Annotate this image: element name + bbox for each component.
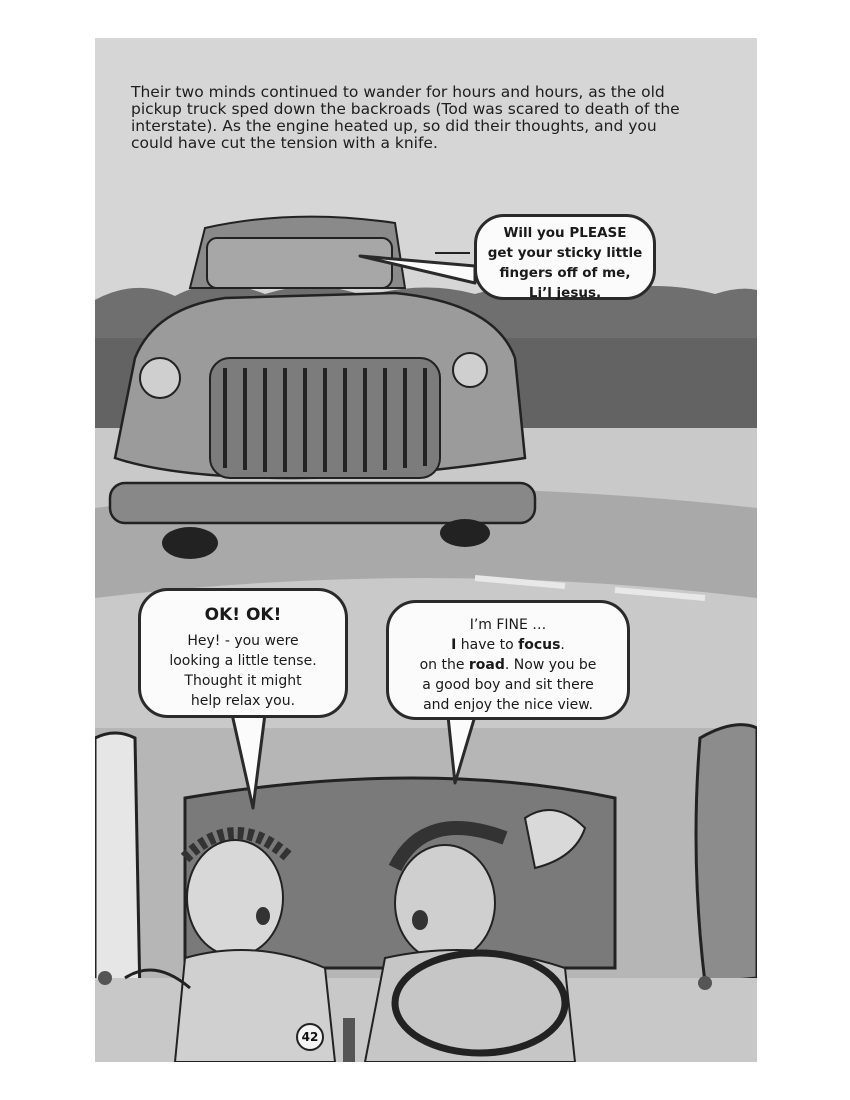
gear-shift: [343, 1018, 355, 1062]
narration-caption: [131, 84, 731, 152]
bubble-text: have to: [456, 637, 519, 653]
bubble-line: looking a little tense.: [169, 653, 317, 669]
wheel: [440, 519, 490, 547]
side-window-right: [696, 725, 757, 983]
headlight-right: [453, 353, 487, 387]
narration-line: interstate). As the engine heated up, so did their thoughts, and you: [131, 117, 657, 135]
speech-bubble-boy: [138, 588, 348, 718]
bubble-emphasis: road: [468, 657, 505, 673]
bubble-text: .: [560, 637, 565, 653]
narration-line: Their two minds continued to wander for hours and hours, as the old: [131, 83, 665, 101]
narration-line: could have cut the tension with a knife.: [131, 134, 438, 152]
narration-line: pickup truck sped down the backroads (Tod was scared to death of the: [131, 100, 680, 118]
cab-interior: [95, 725, 757, 1062]
bubble-header: OK! OK!: [204, 605, 282, 625]
bubble-line: [389, 655, 627, 675]
bumper: [110, 483, 535, 523]
bubble-line: help relax you.: [190, 693, 296, 709]
bubble-emphasis: focus: [518, 637, 561, 653]
boy-head: [187, 840, 283, 956]
bubble-emphasis: I: [451, 637, 457, 653]
bubble-line: [389, 635, 627, 655]
bubble-line: and enjoy the nice view.: [423, 697, 593, 713]
bubble-line: I’m FINE …: [469, 617, 547, 633]
speech-bubble-driver: [386, 600, 630, 720]
bubble-line: Li’l jesus.: [528, 285, 602, 301]
comic-artwork: [95, 38, 757, 1062]
bubble-line: Thought it might: [184, 673, 302, 689]
wheel: [162, 527, 218, 559]
sky: [95, 38, 757, 298]
headlight-left: [140, 358, 180, 398]
speech-bubble-truck: [474, 214, 656, 300]
side-window-left: [95, 733, 140, 998]
bubble-text: on the: [419, 657, 469, 673]
bubble-line: get your sticky little: [487, 245, 643, 261]
truck-grille: [210, 358, 440, 478]
bubble-line: Hey! - you were: [187, 633, 299, 649]
bubble-line: Will you PLEASE: [503, 225, 627, 241]
driver-head: [395, 845, 495, 961]
bubble-line: fingers off of me,: [499, 265, 631, 281]
bubble-text: . Now you be: [504, 657, 597, 673]
bubble-line: a good boy and sit there: [422, 677, 594, 693]
page-number: 42: [296, 1023, 324, 1051]
